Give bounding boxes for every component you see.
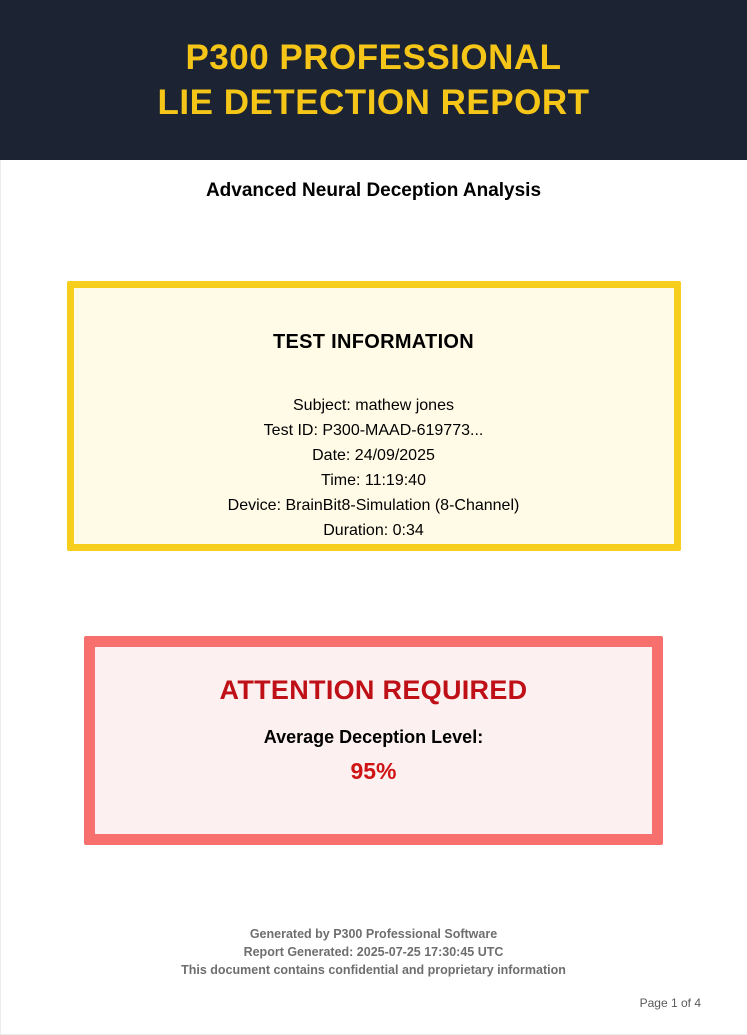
footer-generated-by: Generated by P300 Professional Software [249, 927, 498, 941]
attention-heading: ATTENTION REQUIRED [219, 675, 528, 705]
test-info-row-subject: Subject: mathew jones [293, 397, 454, 414]
page-indicator: Page 1 of 4 [639, 996, 701, 1010]
test-info-row-duration: Duration: 0:34 [323, 522, 424, 539]
attention-required-box [84, 636, 663, 845]
test-information-rows [74, 393, 674, 543]
test-information-heading: TEST INFORMATION [272, 331, 475, 353]
page-edge-left [0, 160, 1, 1035]
footer-report-generated: Report Generated: 2025-07-25 17:30:45 UTC [243, 945, 504, 959]
report-title-line2: LIE DETECTION REPORT [157, 83, 590, 122]
report-title [158, 35, 590, 125]
report-title-line1: P300 PROFESSIONAL [185, 38, 562, 77]
test-info-row-device: Device: BrainBit8-Simulation (8-Channel) [227, 497, 520, 514]
deception-level-value: 95% [350, 758, 397, 784]
report-subtitle: Advanced Neural Deception Analysis [205, 180, 542, 201]
test-information-box [67, 281, 681, 551]
report-header-band [0, 0, 747, 160]
test-info-row-time: Time: 11:19:40 [321, 472, 426, 489]
deception-level-label: Average Deception Level: [263, 727, 484, 747]
test-info-row-date: Date: 24/09/2025 [312, 447, 435, 464]
test-info-row-test-id: Test ID: P300-MAAD-619773... [263, 422, 484, 439]
footer-confidential-notice: This document contains confidential and proprietary information [181, 963, 566, 977]
report-footer [0, 925, 747, 979]
